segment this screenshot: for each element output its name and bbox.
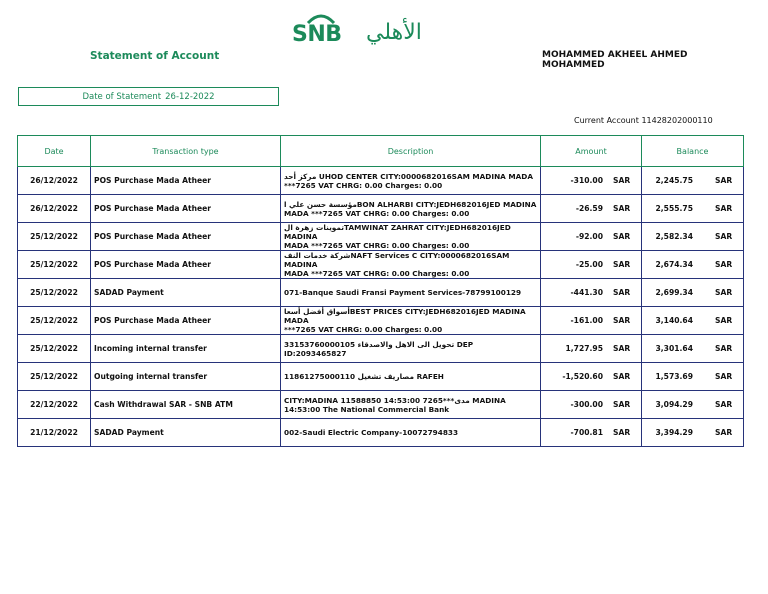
description-line-1: تموينات زهرة الTAMWINAT ZAHRAT CITY:JEDH682016JED MADINA	[284, 223, 511, 241]
description-line-2: 14:53:00 The National Commercial Bank	[284, 404, 450, 414]
balance-value: 2,582.34	[655, 232, 693, 241]
cell-description	[281, 363, 541, 391]
cell-amount	[541, 167, 642, 195]
amount-value: -92.00	[575, 232, 603, 241]
balance-currency: SAR	[715, 344, 733, 353]
cell-description	[281, 307, 541, 335]
amount-value: -300.00	[570, 400, 603, 409]
balance-currency: SAR	[715, 232, 733, 241]
description-line-2: ***7265 VAT CHRG: 0.00 Charges: 0.00	[284, 180, 443, 190]
cell-type: Outgoing internal transfer	[91, 363, 281, 391]
balance-value: 2,245.75	[655, 176, 693, 185]
cell-balance	[642, 167, 744, 195]
amount-currency: SAR	[613, 400, 631, 409]
table-row	[18, 195, 744, 223]
balance-value: 2,699.34	[655, 288, 693, 297]
cell-date: 22/12/2022	[18, 391, 91, 419]
cell-amount	[541, 307, 642, 335]
description-line-1: مركز أحد UHOD CENTER CITY:0000682016SAM MADINA MADA	[284, 171, 533, 181]
cell-amount	[541, 195, 642, 223]
amount-currency: SAR	[613, 176, 631, 185]
cell-amount	[541, 391, 642, 419]
cell-date: 25/12/2022	[18, 223, 91, 251]
cell-date: 25/12/2022	[18, 363, 91, 391]
logo-latin: SNB	[292, 22, 342, 47]
cell-balance	[642, 279, 744, 307]
balance-currency: SAR	[715, 316, 733, 325]
cell-balance	[642, 419, 744, 447]
amount-value: -441.30	[570, 288, 603, 297]
table-row	[18, 279, 744, 307]
amount-value: -310.00	[570, 176, 603, 185]
account-info	[574, 116, 713, 125]
description-line-1: أسواق أفضل أسعاBEST PRICES CITY:JEDH682016JED MADINA MADA	[284, 307, 526, 325]
balance-value: 3,394.29	[655, 428, 693, 437]
cell-type: POS Purchase Mada Atheer	[91, 251, 281, 279]
balance-value: 3,094.29	[655, 400, 693, 409]
statement-date-label: Date of Statement	[82, 91, 162, 102]
cell-date: 25/12/2022	[18, 307, 91, 335]
amount-value: -25.00	[575, 260, 603, 269]
description-line-2: ***7265 VAT CHRG: 0.00 Charges: 0.00	[284, 325, 443, 334]
amount-value: 1,727.95	[565, 344, 603, 353]
cell-type: POS Purchase Mada Atheer	[91, 307, 281, 335]
balance-currency: SAR	[715, 288, 733, 297]
cell-description	[281, 195, 541, 223]
table-row	[18, 363, 744, 391]
table-row	[18, 391, 744, 419]
description-line-1: 11861275000110 مصاريف تشغيل RAFEH	[284, 372, 444, 381]
balance-value: 3,140.64	[655, 316, 693, 325]
table-row	[18, 307, 744, 335]
cell-type: SADAD Payment	[91, 279, 281, 307]
balance-currency: SAR	[715, 428, 733, 437]
cell-description	[281, 419, 541, 447]
column-header-amount: Amount	[541, 136, 642, 167]
cell-balance	[642, 363, 744, 391]
amount-value: -1,520.60	[562, 372, 603, 381]
amount-currency: SAR	[613, 344, 631, 353]
statement-date-value: 26-12-2022	[165, 91, 215, 102]
cell-amount	[541, 363, 642, 391]
cell-date: 25/12/2022	[18, 279, 91, 307]
description-line-2: MADA ***7265 VAT CHRG: 0.00 Charges: 0.00	[284, 241, 470, 250]
table-row	[18, 223, 744, 251]
amount-currency: SAR	[613, 204, 631, 213]
cell-type: POS Purchase Mada Atheer	[91, 167, 281, 195]
table-row	[18, 167, 744, 195]
balance-currency: SAR	[715, 372, 733, 381]
cell-date: 26/12/2022	[18, 167, 91, 195]
cell-description	[281, 279, 541, 307]
table-row	[18, 335, 744, 363]
cell-amount	[541, 251, 642, 279]
transactions-table	[17, 135, 744, 447]
cell-amount	[541, 223, 642, 251]
balance-value: 2,555.75	[655, 204, 693, 213]
logo-arabic: الأهلي	[366, 20, 422, 45]
account-type: Current Account	[574, 116, 639, 125]
amount-value: -26.59	[575, 204, 603, 213]
cell-description	[281, 223, 541, 251]
balance-currency: SAR	[715, 400, 733, 409]
balance-value: 2,674.34	[655, 260, 693, 269]
amount-currency: SAR	[613, 428, 631, 437]
description-line-1: 002-Saudi Electric Company-10072794833	[284, 428, 459, 437]
cell-description	[281, 251, 541, 279]
description-line-1: 071-Banque Saudi Fransi Payment Services-78799100129	[284, 288, 522, 297]
balance-currency: SAR	[715, 260, 733, 269]
balance-currency: SAR	[715, 204, 733, 213]
amount-currency: SAR	[613, 232, 631, 241]
page-title: Statement of Account	[90, 50, 220, 62]
table-row	[18, 419, 744, 447]
cell-balance	[642, 307, 744, 335]
account-holder: MOHAMMED AKHEEL AHMED MOHAMMED	[542, 50, 688, 70]
column-header-date: Date	[18, 136, 91, 167]
amount-currency: SAR	[613, 260, 631, 269]
amount-value: -161.00	[570, 316, 603, 325]
description-line-2: MADA ***7265 VAT CHRG: 0.00 Charges: 0.00	[284, 269, 470, 278]
column-header-description: Description	[281, 136, 541, 167]
account-number: 11428202000110	[641, 116, 713, 125]
cell-type: SADAD Payment	[91, 419, 281, 447]
amount-currency: SAR	[613, 288, 631, 297]
amount-currency: SAR	[613, 372, 631, 381]
cell-type: POS Purchase Mada Atheer	[91, 223, 281, 251]
balance-currency: SAR	[715, 176, 733, 185]
table-header	[18, 136, 744, 167]
cell-description	[281, 335, 541, 363]
description-line-1: CITY:MADINA 11588850 14:53:00 7265***مدى MADINA	[284, 395, 506, 405]
description-line-1: مؤسسة حسن علي اBON ALHARBI CITY:JEDH682016JED MADINA	[284, 199, 537, 209]
cell-type: Cash Withdrawal SAR - SNB ATM	[91, 391, 281, 419]
description-line-1: 33153760000105 تحويل الى الاهل والاصدقاء DEP ID:2093465827	[284, 339, 474, 358]
amount-currency: SAR	[613, 316, 631, 325]
cell-description	[281, 391, 541, 419]
column-header-balance: Balance	[642, 136, 744, 167]
cell-amount	[541, 279, 642, 307]
description-line-2: MADA ***7265 VAT CHRG: 0.00 Charges: 0.00	[284, 208, 470, 218]
cell-date: 26/12/2022	[18, 195, 91, 223]
cell-date: 25/12/2022	[18, 251, 91, 279]
cell-type: POS Purchase Mada Atheer	[91, 195, 281, 223]
amount-value: -700.81	[570, 428, 603, 437]
cell-balance	[642, 391, 744, 419]
cell-balance	[642, 335, 744, 363]
description-line-1: شركة خدمات النفNAFT Services C CITY:0000682016SAM MADINA	[284, 251, 510, 269]
cell-balance	[642, 223, 744, 251]
balance-value: 1,573.69	[655, 372, 693, 381]
cell-date: 25/12/2022	[18, 335, 91, 363]
statement-date-box	[18, 87, 279, 106]
bank-logo	[292, 12, 462, 47]
cell-date: 21/12/2022	[18, 419, 91, 447]
cell-amount	[541, 419, 642, 447]
cell-balance	[642, 195, 744, 223]
balance-value: 3,301.64	[655, 344, 693, 353]
column-header-type: Transaction type	[91, 136, 281, 167]
table-row	[18, 251, 744, 279]
cell-description	[281, 167, 541, 195]
cell-balance	[642, 251, 744, 279]
cell-type: Incoming internal transfer	[91, 335, 281, 363]
cell-amount	[541, 335, 642, 363]
